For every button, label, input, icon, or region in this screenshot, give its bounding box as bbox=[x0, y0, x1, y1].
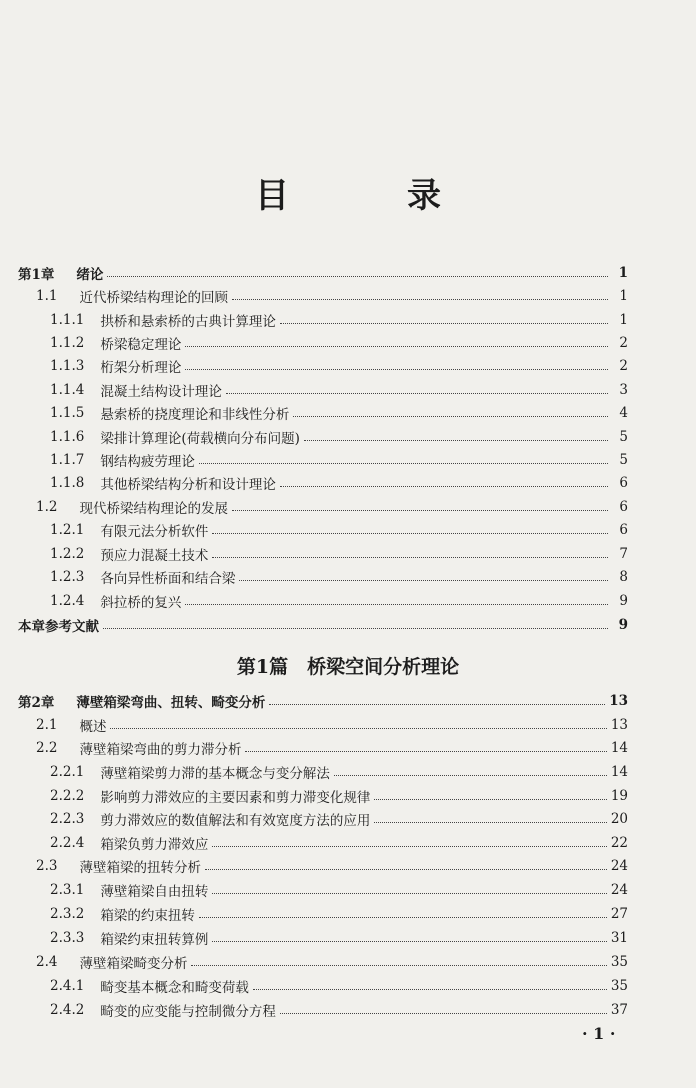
toc-entry-number: 2.4.2 bbox=[50, 1002, 85, 1018]
toc-section-row bbox=[36, 714, 628, 736]
toc-entry-label: 概述 bbox=[79, 719, 107, 735]
toc-entry-label: 绪论 bbox=[76, 267, 104, 283]
toc-section-row bbox=[50, 785, 628, 807]
toc-leader-dots bbox=[191, 965, 606, 966]
toc-entry-number: 1.1.1 bbox=[50, 312, 85, 328]
toc-page-number: 1 bbox=[618, 265, 628, 281]
toc-entry-label: 薄壁箱梁剪力滞的基本概念与变分解法 bbox=[100, 766, 330, 782]
toc-leader-dots bbox=[110, 728, 606, 729]
toc-leader-dots bbox=[185, 346, 608, 347]
toc-section-row bbox=[36, 285, 628, 307]
toc-section-row bbox=[50, 426, 628, 448]
toc-leader-dots bbox=[212, 893, 606, 894]
toc-leader-dots bbox=[185, 604, 608, 605]
toc-section-row bbox=[50, 903, 628, 925]
toc-entry-number: 1.2.4 bbox=[50, 593, 85, 609]
toc-entry-label: 箱梁的约束扭转 bbox=[100, 908, 195, 924]
toc-page-number: 22 bbox=[610, 835, 628, 851]
toc-entry-number: 1.2.1 bbox=[50, 522, 85, 538]
toc-leader-dots bbox=[334, 775, 607, 776]
toc-entry-label: 畸变基本概念和畸变荷载 bbox=[100, 980, 249, 996]
toc-page-number: 9 bbox=[618, 617, 628, 633]
toc-entry-label: 拱桥和悬索桥的古典计算理论 bbox=[100, 314, 276, 330]
toc-page-number: 14 bbox=[610, 740, 628, 756]
toc-section-row bbox=[50, 975, 628, 997]
toc-page-number: 5 bbox=[619, 429, 628, 445]
toc-entry-label: 桁架分析理论 bbox=[100, 360, 182, 376]
toc-section-row bbox=[50, 566, 628, 588]
toc-page-number: 13 bbox=[610, 717, 628, 733]
toc-references-row bbox=[18, 614, 628, 636]
toc-section-row bbox=[50, 449, 628, 471]
toc-page-number: 35 bbox=[610, 954, 628, 970]
toc-entry-number: 2.2 bbox=[36, 740, 58, 756]
toc-entry-label: 本章参考文献 bbox=[18, 619, 99, 635]
toc-section-row bbox=[50, 355, 628, 377]
toc-page-number: 6 bbox=[619, 499, 628, 515]
toc-page-number: 6 bbox=[619, 475, 628, 491]
part-title: 第1篇 桥梁空间分析理论 bbox=[236, 656, 460, 678]
toc-entry-label: 薄壁箱梁弯曲、扭转、畸变分析 bbox=[76, 695, 266, 711]
toc-entry-label: 预应力混凝土技术 bbox=[100, 548, 209, 564]
toc-entry-number: 1.2 bbox=[36, 499, 58, 515]
toc-section-row bbox=[50, 543, 628, 565]
toc-entry-number: 1.1.4 bbox=[50, 382, 85, 398]
toc-section-row bbox=[50, 832, 628, 854]
toc-entry-label: 梁排计算理论(荷载横向分布问题) bbox=[100, 431, 300, 447]
toc-leader-dots bbox=[199, 463, 608, 464]
toc-section-row bbox=[36, 951, 628, 973]
toc-entry-label: 薄壁箱梁自由扭转 bbox=[100, 884, 209, 900]
toc-leader-dots bbox=[212, 846, 606, 847]
toc-entry-label: 斜拉桥的复兴 bbox=[100, 595, 182, 611]
toc-leader-dots bbox=[212, 941, 606, 942]
toc-chapter-row bbox=[18, 690, 628, 712]
toc-entry-number: 1.1.2 bbox=[50, 335, 85, 351]
toc-leader-dots bbox=[199, 917, 607, 918]
toc-entry-label: 箱梁约束扭转算例 bbox=[100, 932, 209, 948]
toc-section-row bbox=[50, 332, 628, 354]
toc-entry-label: 有限元法分析软件 bbox=[100, 524, 209, 540]
toc-page-number: 5 bbox=[619, 452, 628, 468]
toc-entry-number: 1.1.6 bbox=[50, 429, 85, 445]
toc-section-row bbox=[50, 402, 628, 424]
toc-entry-label: 畸变的应变能与控制微分方程 bbox=[100, 1004, 276, 1020]
toc-section-row bbox=[50, 590, 628, 612]
toc-page-number: 1 bbox=[619, 312, 628, 328]
toc-leader-dots bbox=[253, 989, 607, 990]
toc-entry-number: 1.1.7 bbox=[50, 452, 85, 468]
toc-entry-number: 1.2.2 bbox=[50, 546, 85, 562]
page-title: 目 录 bbox=[255, 176, 483, 216]
toc-entry-label: 混凝土结构设计理论 bbox=[100, 384, 222, 400]
toc-entry-label: 薄壁箱梁畸变分析 bbox=[79, 956, 188, 972]
toc-entry-number: 2.2.3 bbox=[50, 811, 85, 827]
toc-entry-number: 2.4 bbox=[36, 954, 58, 970]
toc-page-number: 35 bbox=[610, 978, 628, 994]
toc-leader-dots bbox=[269, 704, 605, 705]
toc-leader-dots bbox=[280, 486, 608, 487]
toc-entry-number: 1.2.3 bbox=[50, 569, 85, 585]
toc-entry-number: 2.3.1 bbox=[50, 882, 85, 898]
toc-leader-dots bbox=[280, 1013, 607, 1014]
toc-leader-dots bbox=[185, 369, 608, 370]
toc-entry-label: 剪力滞效应的数值解法和有效宽度方法的应用 bbox=[100, 813, 371, 829]
toc-section-row bbox=[36, 855, 628, 877]
toc-leader-dots bbox=[239, 580, 608, 581]
toc-section-row bbox=[50, 879, 628, 901]
toc-leader-dots bbox=[226, 393, 608, 394]
toc-leader-dots bbox=[280, 323, 608, 324]
toc-page-number: 6 bbox=[619, 522, 628, 538]
toc-entry-number: 1.1 bbox=[36, 288, 58, 304]
toc-entry-number: 2.4.1 bbox=[50, 978, 85, 994]
toc-entry-number: 2.3.3 bbox=[50, 930, 85, 946]
toc-page-number: 3 bbox=[619, 382, 628, 398]
toc-entry-label: 钢结构疲劳理论 bbox=[100, 454, 195, 470]
toc-section-row bbox=[50, 808, 628, 830]
toc-page-number: 24 bbox=[610, 858, 628, 874]
toc-page-number: 13 bbox=[609, 693, 628, 709]
toc-leader-dots bbox=[212, 557, 608, 558]
toc-entry-number: 2.2.2 bbox=[50, 788, 85, 804]
toc-page-number: 2 bbox=[619, 358, 628, 374]
toc-page-number: 8 bbox=[619, 569, 628, 585]
toc-section-row bbox=[50, 519, 628, 541]
toc-page-number: 1 bbox=[619, 288, 628, 304]
toc-entry-number: 2.3 bbox=[36, 858, 58, 874]
toc-leader-dots bbox=[107, 276, 608, 277]
toc-leader-dots bbox=[374, 799, 606, 800]
toc-leader-dots bbox=[103, 628, 608, 629]
toc-page-number: 9 bbox=[619, 593, 628, 609]
toc-entry-label: 薄壁箱梁的扭转分析 bbox=[79, 860, 201, 876]
toc-entry-label: 影响剪力滞效应的主要因素和剪力滞变化规律 bbox=[100, 790, 371, 806]
toc-section-row bbox=[50, 999, 628, 1021]
toc-section-row bbox=[50, 472, 628, 494]
toc-chapter-row bbox=[18, 262, 628, 284]
toc-page-number: 37 bbox=[610, 1002, 628, 1018]
toc-entry-label: 桥梁稳定理论 bbox=[100, 337, 182, 353]
toc-entry-label: 薄壁箱梁弯曲的剪力滞分析 bbox=[79, 742, 242, 758]
toc-entry-number: 1.1.3 bbox=[50, 358, 85, 374]
toc-page-number: 27 bbox=[610, 906, 628, 922]
toc-page-number: 7 bbox=[619, 546, 628, 562]
toc-page-number: 4 bbox=[619, 405, 628, 421]
toc-section-row bbox=[50, 761, 628, 783]
toc-section-row bbox=[50, 927, 628, 949]
toc-entry-number: 第2章 bbox=[18, 695, 55, 711]
toc-entry-number: 1.1.5 bbox=[50, 405, 85, 421]
toc-entry-label: 现代桥梁结构理论的发展 bbox=[79, 501, 228, 517]
toc-entry-number: 1.1.8 bbox=[50, 475, 85, 491]
toc-leader-dots bbox=[212, 533, 608, 534]
toc-section-row bbox=[50, 379, 628, 401]
toc-entry-number: 2.1 bbox=[36, 717, 58, 733]
toc-entry-number: 2.2.1 bbox=[50, 764, 85, 780]
toc-leader-dots bbox=[374, 822, 606, 823]
toc-page-number: 2 bbox=[619, 335, 628, 351]
toc-entry-number: 2.3.2 bbox=[50, 906, 85, 922]
toc-page-number: 24 bbox=[610, 882, 628, 898]
toc-page-number: 19 bbox=[610, 788, 628, 804]
toc-section-row bbox=[36, 737, 628, 759]
toc-entry-number: 第1章 bbox=[18, 267, 55, 283]
toc-page-number: 20 bbox=[610, 811, 628, 827]
toc-section-row bbox=[50, 309, 628, 331]
toc-entry-label: 箱梁负剪力滞效应 bbox=[100, 837, 209, 853]
toc-page-number: 14 bbox=[610, 764, 628, 780]
toc-section-row bbox=[36, 496, 628, 518]
toc-leader-dots bbox=[304, 440, 608, 441]
page-number: · 1 · bbox=[582, 1024, 616, 1043]
toc-entry-label: 近代桥梁结构理论的回顾 bbox=[79, 290, 228, 306]
toc-leader-dots bbox=[245, 751, 606, 752]
toc-leader-dots bbox=[205, 869, 607, 870]
toc-entry-label: 各向异性桥面和结合梁 bbox=[100, 571, 236, 587]
toc-entry-label: 悬索桥的挠度理论和非线性分析 bbox=[100, 407, 290, 423]
toc-leader-dots bbox=[232, 510, 608, 511]
toc-page-number: 31 bbox=[610, 930, 628, 946]
toc-leader-dots bbox=[293, 416, 608, 417]
toc-entry-number: 2.2.4 bbox=[50, 835, 85, 851]
toc-leader-dots bbox=[232, 299, 608, 300]
toc-entry-label: 其他桥梁结构分析和设计理论 bbox=[100, 477, 276, 493]
